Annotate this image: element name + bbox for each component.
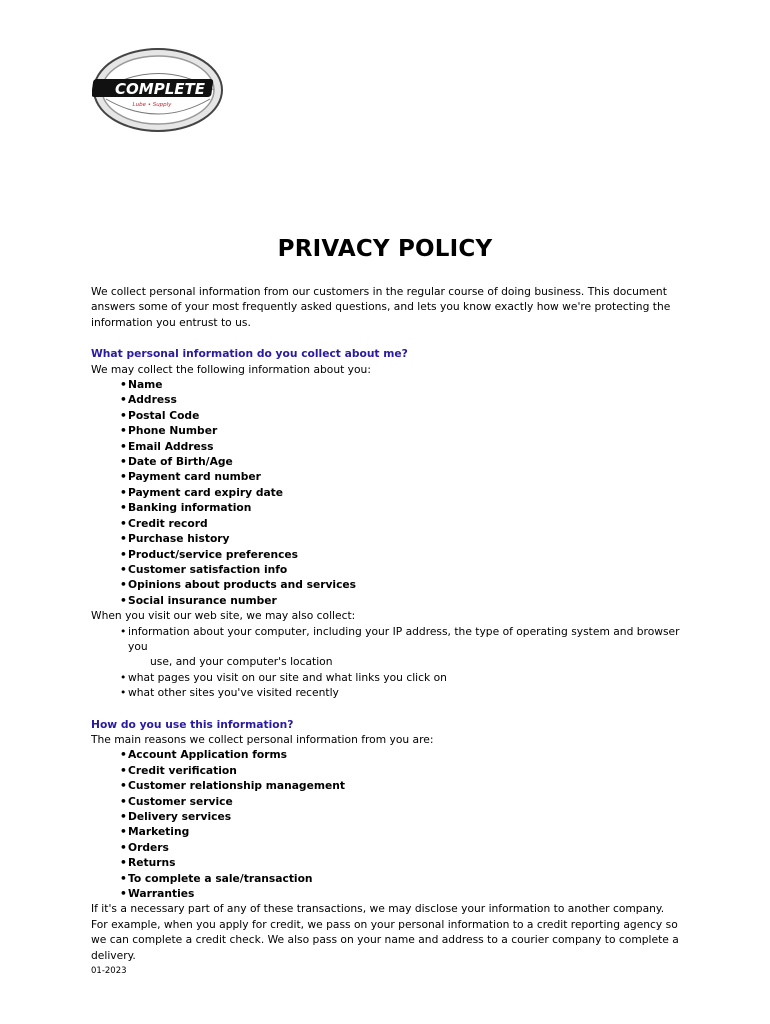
list-item: • Email Address (128, 439, 683, 454)
list-item: • Purchase history (128, 531, 683, 546)
web-collected-list (91, 624, 683, 701)
list-item: • Postal Code (128, 408, 683, 423)
list-item: • Warranties (128, 886, 683, 901)
usage-reasons-list (91, 747, 683, 901)
policy-body (91, 284, 683, 963)
list-item: • Marketing (128, 824, 683, 839)
list-item-line: information about your computer, including your IP address, the type of operating system and browser you (128, 624, 680, 653)
list-item-line: what pages you visit on our site and what links you click on (128, 670, 447, 684)
document-date: 01-2023 (91, 966, 127, 976)
list-item: • Opinions about products and services (128, 577, 683, 592)
list-item: • Account Application forms (128, 747, 683, 762)
list-item: • Customer relationship management (128, 778, 683, 793)
list-item: • Name (128, 377, 683, 392)
list-item: • Address (128, 392, 683, 407)
svg-text:COMPLETE: COMPLETE (115, 80, 205, 98)
list-item: • Product/service preferences (128, 547, 683, 562)
list-item: • Date of Birth/Age (128, 454, 683, 469)
list-item (128, 685, 683, 700)
list-item: • Orders (128, 840, 683, 855)
web-collect-lead: When you visit our web site, we may also collect: (91, 609, 356, 623)
list-item: • Payment card number (128, 469, 683, 484)
list-item (128, 624, 683, 670)
list-item: • Credit verification (128, 763, 683, 778)
list-item: • Social insurance number (128, 593, 683, 608)
closing-paragraph: If it's a necessary part of any of these transactions, we may disclose your information to another company. For example, when you apply for credit, we pass on your personal information to a credit reporting agency so we can complete a credit check. We also pass on your name and address to a courier company to complete a delivery. (91, 902, 679, 962)
list-item: • Customer satisfaction info (128, 562, 683, 577)
intro-paragraph: We collect personal information from our customers in the regular course of doing business. This document answers some of your most frequently asked questions, and lets you know exactly how we're protecting the information you entrust to us. (91, 285, 671, 329)
use-lead: The main reasons we collect personal information from you are: (91, 732, 434, 746)
collect-lead: We may collect the following information about you: (91, 362, 371, 376)
list-item: • Delivery services (128, 809, 683, 824)
svg-text:Lube • Supply: Lube • Supply (132, 102, 172, 108)
list-item: • Credit record (128, 516, 683, 531)
list-item: • Banking information (128, 500, 683, 515)
list-item: • Returns (128, 855, 683, 870)
list-item: • Payment card expiry date (128, 485, 683, 500)
list-item: • Customer service (128, 794, 683, 809)
list-item: • Phone Number (128, 423, 683, 438)
section-heading-collect: What personal information do you collect about me? (91, 347, 408, 361)
list-item (128, 670, 683, 685)
list-item: • To complete a sale/transaction (128, 871, 683, 886)
company-logo (92, 47, 224, 133)
collected-info-list (91, 377, 683, 608)
list-item-line: use, and your computer's location (150, 655, 333, 669)
section-heading-use: How do you use this information? (91, 717, 294, 731)
page-title: PRIVACY POLICY (277, 236, 493, 262)
list-item-line: what other sites you've visited recently (128, 686, 339, 700)
